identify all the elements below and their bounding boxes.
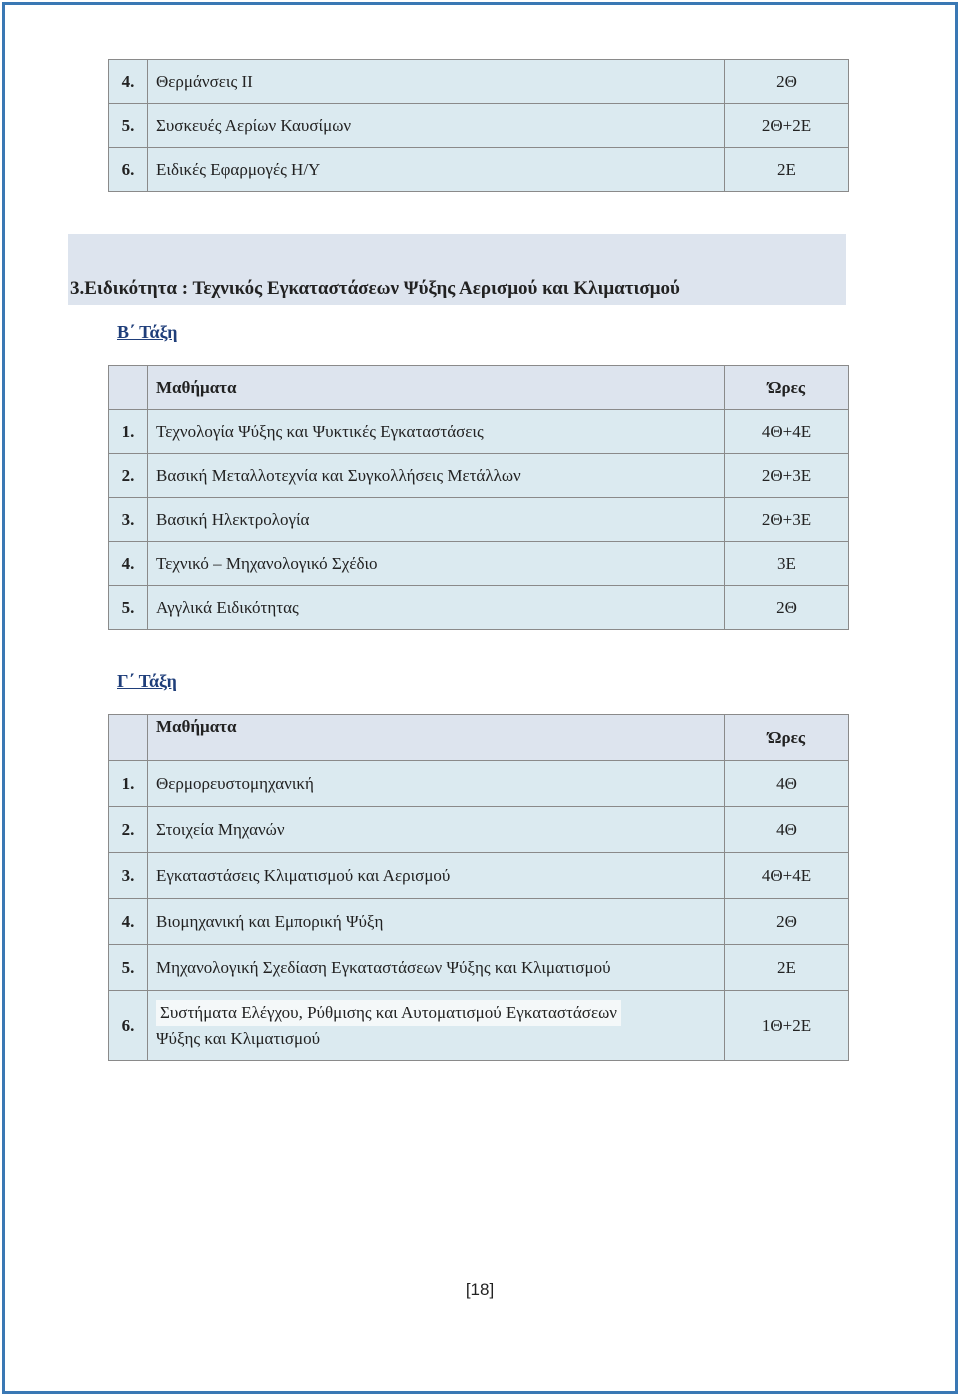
course-hours: 4Θ [725, 761, 849, 807]
row-number: 6. [109, 148, 148, 192]
course-name: Θερμορευστομηχανική [148, 761, 725, 807]
course-hours: 2Θ [725, 60, 849, 104]
table-row [109, 761, 849, 807]
table-row [109, 410, 849, 454]
table-row [109, 586, 849, 630]
header-hours: Ώρες [725, 366, 849, 410]
row-number: 5. [109, 104, 148, 148]
row-number: 5. [109, 586, 148, 630]
table-row [109, 807, 849, 853]
course-name: Στοιχεία Μηχανών [148, 807, 725, 853]
table-row [109, 60, 849, 104]
course-name: Εγκαταστάσεις Κλιματισμού και Αερισμού [148, 853, 725, 899]
course-name: Θερμάνσεις ΙΙ [148, 60, 725, 104]
course-hours: 4Θ+4Ε [725, 410, 849, 454]
course-name: Βιομηχανική και Εμπορική Ψύξη [148, 899, 725, 945]
course-hours: 1Θ+2Ε [725, 991, 849, 1061]
course-hours: 2Ε [725, 148, 849, 192]
course-hours: 2Θ [725, 899, 849, 945]
row-number: 5. [109, 945, 148, 991]
row-number: 2. [109, 454, 148, 498]
course-hours: 2Θ [725, 586, 849, 630]
course-name [148, 991, 725, 1061]
row-number: 4. [109, 899, 148, 945]
course-hours: 4Θ [725, 807, 849, 853]
course-hours: 2Θ+2Ε [725, 104, 849, 148]
class-c-label: Γ΄ Τάξη [117, 671, 177, 691]
row-number: 4. [109, 60, 148, 104]
course-hours: 2Θ+3Ε [725, 498, 849, 542]
specialty-title: 3.Ειδικότητα : Τεχνικός Εγκαταστάσεων Ψύξης Αερισμού και Κλιματισμού [70, 278, 680, 299]
row-number: 3. [109, 498, 148, 542]
top-course-table [108, 59, 849, 192]
row-number: 6. [109, 991, 148, 1061]
table-row [109, 542, 849, 586]
course-name: Αγγλικά Ειδικότητας [148, 586, 725, 630]
course-name: Τεχνικό – Μηχανολογικό Σχέδιο [148, 542, 725, 586]
course-hours: 4Θ+4Ε [725, 853, 849, 899]
header-number-cell [109, 715, 148, 761]
table-row [109, 899, 849, 945]
table-row [109, 498, 849, 542]
course-name: Ειδικές Εφαρμογές Η/Υ [148, 148, 725, 192]
table-row [109, 148, 849, 192]
course-hours: 2Θ+3Ε [725, 454, 849, 498]
course-hours: 3Ε [725, 542, 849, 586]
table-header-row [109, 715, 849, 761]
table-row [109, 945, 849, 991]
table-row [109, 853, 849, 899]
row-number: 2. [109, 807, 148, 853]
course-name: Βασική Ηλεκτρολογία [148, 498, 725, 542]
row-number: 1. [109, 410, 148, 454]
header-number-cell [109, 366, 148, 410]
course-name-line-2: Ψύξης και Κλιματισμού [156, 1028, 321, 1048]
course-name-line-1: Συστήματα Ελέγχου, Ρύθμισης και Αυτοματισμού Εγκαταστάσεων [156, 1000, 621, 1026]
table-row [109, 454, 849, 498]
table-row [109, 104, 849, 148]
page-number: [18] [465, 1280, 495, 1299]
table-header-row [109, 366, 849, 410]
course-name: Μηχανολογική Σχεδίαση Εγκαταστάσεων Ψύξης και Κλιματισμού [148, 945, 725, 991]
course-name: Τεχνολογία Ψύξης και Ψυκτικές Εγκαταστάσεις [148, 410, 725, 454]
class-c-table [108, 714, 849, 1061]
header-hours: Ώρες [725, 715, 849, 761]
header-subjects: Μαθήματα [148, 366, 725, 410]
course-name: Βασική Μεταλλοτεχνία και Συγκολλήσεις Μετάλλων [148, 454, 725, 498]
header-subjects: Μαθήματα [148, 715, 725, 761]
class-b-label: Β΄ Τάξη [117, 322, 178, 342]
row-number: 4. [109, 542, 148, 586]
class-b-table [108, 365, 849, 630]
table-row [109, 991, 849, 1061]
page-border [2, 2, 958, 1394]
course-name: Συσκευές Αερίων Καυσίμων [148, 104, 725, 148]
row-number: 1. [109, 761, 148, 807]
row-number: 3. [109, 853, 148, 899]
course-hours: 2Ε [725, 945, 849, 991]
